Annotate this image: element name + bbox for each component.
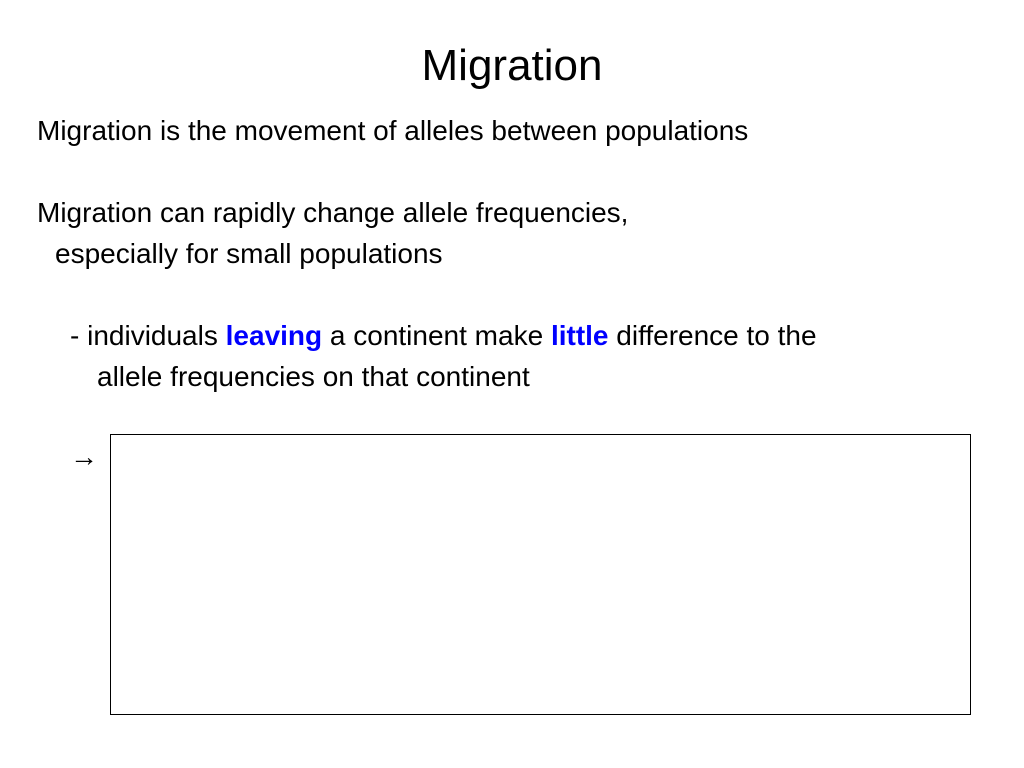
bullet-continuation: allele frequencies on that continent (97, 361, 530, 392)
emphasis-little: little (550, 320, 609, 351)
bullet-prefix: - individuals (70, 320, 226, 351)
bullet-line (70, 319, 817, 353)
definition-line: Migration is the movement of alleles between populations (37, 115, 749, 146)
bullet-middle: a continent make (322, 320, 551, 351)
answer-box (110, 434, 971, 715)
arrow-right-icon: → (70, 441, 98, 472)
effect-line-2: especially for small populations (55, 238, 443, 269)
slide-title: Migration (421, 41, 603, 90)
emphasis-leaving: leaving (225, 320, 323, 351)
effect-line-1: Migration can rapidly change allele frequencies, (37, 197, 629, 228)
bullet-suffix: difference to the (608, 320, 817, 351)
